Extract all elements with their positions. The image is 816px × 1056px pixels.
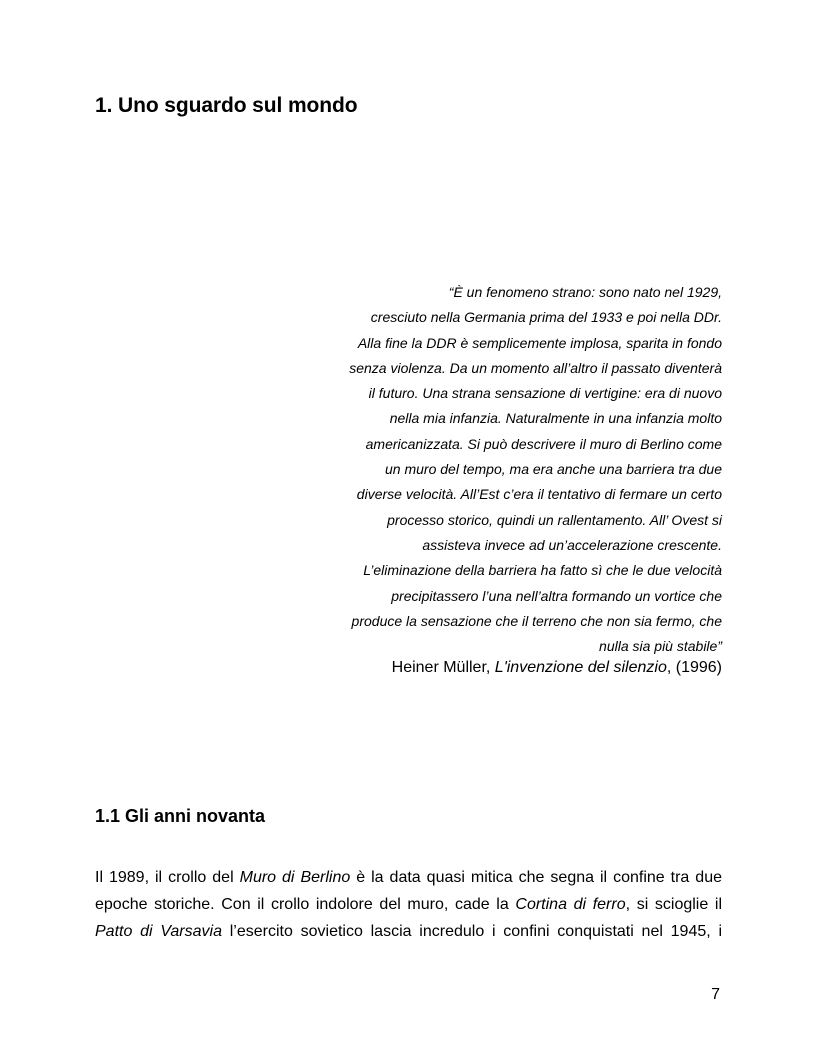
epigraph-attribution [392, 659, 722, 677]
body-text-italic: Cortina di ferro [515, 896, 626, 913]
section-title: 1.1 Gli anni novanta [95, 806, 266, 826]
body-text-run: è la data quasi mitica che segna il confine tra due [350, 869, 722, 886]
epigraph-line: L’eliminazione della barriera ha fatto sì che le due velocità [363, 562, 722, 579]
epigraph-line: produce la sensazione che il terreno che non sia fermo, che [351, 612, 722, 629]
attribution-work: L'invenzione del silenzio [494, 659, 667, 676]
epigraph-line: assisteva invece ad un’accelerazione crescente. [422, 536, 722, 553]
body-text-italic: Patto di Varsavia [95, 923, 222, 940]
epigraph-line: processo storico, quindi un rallentamento. All’ Ovest si [387, 511, 722, 528]
body-text-run: l’esercito sovietico lascia incredulo i confini conquistati nel 1945, i [221, 923, 722, 940]
epigraph-line: precipitassero l’una nell’altra formando un vortice che [391, 587, 722, 604]
body-paragraph [95, 864, 722, 945]
epigraph-line: Alla fine la DDR è semplicemente implosa, sparita in fondo [357, 334, 722, 351]
epigraph-line: nulla sia più stabile” [599, 638, 722, 655]
epigraph-line: il futuro. Una strana sensazione di vertigine: era di nuovo [368, 385, 722, 402]
attribution-author: Heiner Müller, [391, 659, 491, 676]
epigraph-line: un muro del tempo, ma era anche una barriera tra due [385, 461, 722, 478]
body-text-run: Il 1989, il crollo del [95, 869, 240, 886]
attribution-year: , (1996) [666, 659, 722, 676]
epigraph-line: americanizzata. Si può descrivere il muro di Berlino come [365, 435, 722, 452]
body-line [95, 864, 722, 891]
body-line [95, 918, 722, 945]
epigraph-line: nella mia infanzia. Naturalmente in una infanzia molto [389, 410, 722, 427]
chapter-title: 1. Uno sguardo sul mondo [95, 94, 358, 117]
body-text-run: epoche storiche. Con il crollo indolore del muro, cade la [95, 896, 516, 913]
epigraph-line: “È un fenomeno strano: sono nato nel 1929, [448, 284, 722, 300]
body-line [95, 891, 722, 918]
epigraph-line: cresciuto nella Germania prima del 1933 e poi nella DDr. [370, 309, 722, 326]
page-number: 7 [711, 986, 720, 1003]
body-text-italic: Muro di Berlino [239, 869, 351, 886]
epigraph-quote [320, 280, 722, 659]
epigraph-line: diverse velocità. All’Est c’era il tentativo di fermare un certo [356, 486, 722, 503]
epigraph-line: senza violenza. Da un momento all’altro il passato diventerà [349, 359, 722, 376]
body-text-run: , si scioglie il [625, 896, 722, 913]
